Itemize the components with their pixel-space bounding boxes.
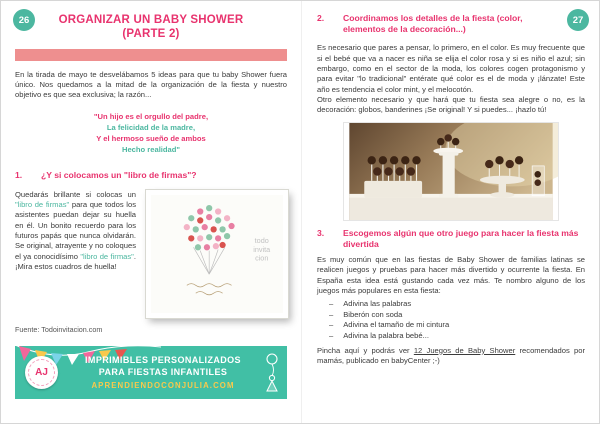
games-list	[317, 299, 585, 342]
game-label: Adivina la palabra bebé...	[343, 331, 429, 340]
list-dash: –	[329, 331, 334, 340]
svg-text:cion: cion	[255, 253, 269, 263]
glass-jar	[532, 165, 544, 195]
svg-text:todo: todo	[254, 235, 269, 245]
page-title-line1: ORGANIZAR UN BABY SHOWER	[58, 14, 244, 26]
section-2-heading	[317, 13, 565, 35]
watermark-text	[253, 236, 271, 263]
girl-with-balloon-doodle-icon	[262, 351, 282, 393]
fingerprint-tree-frame-image	[146, 190, 288, 318]
fingerprint-tree-art	[151, 195, 283, 313]
fingerprint-balloon-cluster	[184, 205, 235, 250]
balloon-strings	[194, 247, 225, 274]
image-source-credit: Fuente: Todoinvitacion.com	[15, 324, 103, 334]
section-number: 3.	[317, 227, 325, 238]
game-label: Adivina las palabras	[343, 299, 412, 309]
section-title: Coordinamos los detalles de la fiesta (color, elementos de la decoración...)	[343, 13, 523, 35]
quote-line: La felicidad de la madre,	[106, 122, 196, 132]
list-dash: –	[329, 309, 334, 319]
quote-line: "Un hijo es el orgullo del padre,	[93, 111, 209, 121]
brand-logo-text: AJ	[35, 367, 48, 378]
banner-line2: PARA FIESTAS INFANTILES	[98, 367, 228, 378]
text-segment: . ¡Mira estos cuadros de huella!	[15, 251, 136, 272]
intro-paragraph: En la tirada de mayo te desvelábamos 5 ideas para que tu baby Shower fuera único. Nos quedamos a la mitad de la organización de la fiesta y nuestro objetivo es que sea exclusiva; la razón...	[15, 69, 287, 100]
handwritten-caption-squiggle	[187, 284, 232, 295]
list-dash: –	[329, 320, 334, 330]
section-3-paragraph: Es muy común que en las fiestas de Baby Shower de familias latinas se realicen juegos y pruebas para hacer más divertido y ocurrente la fiesta. En España esta idea está gustando cada vez más. Te nombro alguno de los juegos más populares en esta fiesta:	[317, 254, 585, 295]
section-title: Escogemos algún que otro juego para hacer la fiesta más divertida	[343, 227, 579, 249]
text-segment: "libro de firmas"	[15, 200, 70, 210]
section-2-paragraph: Es necesario que pares a pensar, lo primero, en el color. Es muy frecuente que si el bebé que va a nacer es niña se elija el color rosa y si es niño el azul; sin embargo, como en el sector de la moda, los colores cogen protagonismo y para evitar "lo tradicional" entérate qué color es el de moda y ¡lánzate! Este año es tendencia el color mint, y el melocotón.	[317, 43, 585, 94]
section-3-heading	[317, 228, 585, 250]
title-decorative-bar	[15, 49, 287, 61]
quote-line: Y el hermoso sueño de ambos	[96, 133, 206, 143]
banner-website-link[interactable]: APRENDIENDOCONJULIA.COM	[91, 381, 235, 391]
page-right	[301, 1, 600, 423]
page-number-badge	[567, 9, 589, 31]
page-number: 27	[572, 14, 584, 26]
quote-block	[15, 111, 287, 155]
inline-link[interactable]: 12 Juegos de Baby Shower	[413, 345, 516, 355]
banner-text-block	[69, 354, 257, 390]
section-1-heading	[15, 170, 287, 181]
page-title	[37, 13, 265, 42]
game-list-item	[329, 331, 585, 342]
text-segment: "libro de firmas"	[80, 251, 134, 261]
game-label: Adivina el tamaño de mi cintura	[343, 320, 450, 330]
section-1-content	[15, 190, 287, 318]
page-title-line2: (PARTE 2)	[122, 28, 180, 41]
text-segment: recomendados por mamás, publicado en babyCenter ;-)	[317, 345, 585, 365]
svg-text:invita: invita	[253, 244, 271, 254]
dessert-table-art	[344, 123, 558, 220]
section-3-footer-paragraph	[317, 346, 585, 367]
dessert-table-photo	[344, 123, 558, 220]
section-number: 2.	[317, 13, 325, 23]
text-segment: Quedarás brillante si colocas un	[15, 189, 136, 199]
game-list-item	[329, 299, 585, 310]
text-segment: para que todos los asistentes puedan dejar su huella en él. Un bonito recuerdo para los futuros papás que nunca olvidarán. Se original, atrayente y no coloques el ya conocidísimo	[15, 200, 136, 261]
section-2-paragraph: Otro elemento necesario y que hará que tu fiesta sea alegre o no, es la decoración: globos, banderines ¡Se original! Y si puedes... ¡hazlo tú!	[317, 94, 585, 115]
promo-banner[interactable]	[15, 346, 287, 399]
quote-line: Hecho realidad"	[121, 144, 181, 154]
brand-logo	[25, 356, 58, 389]
game-list-item	[329, 320, 585, 331]
section-title: ¿Y si colocamos un "libro de firmas"?	[41, 169, 197, 180]
text-segment: Pincha aquí y podrás ver	[317, 345, 414, 355]
page-number: 26	[18, 14, 30, 26]
page-number-badge	[13, 9, 35, 31]
section-1-paragraph	[15, 190, 136, 318]
list-dash: –	[329, 299, 334, 309]
banner-line1: IMPRIMIBLES PERSONALIZADOS	[85, 355, 241, 365]
game-list-item	[329, 310, 585, 321]
page-left	[1, 1, 301, 423]
game-label: Biberón con soda	[343, 309, 403, 319]
section-number: 1.	[15, 169, 23, 180]
